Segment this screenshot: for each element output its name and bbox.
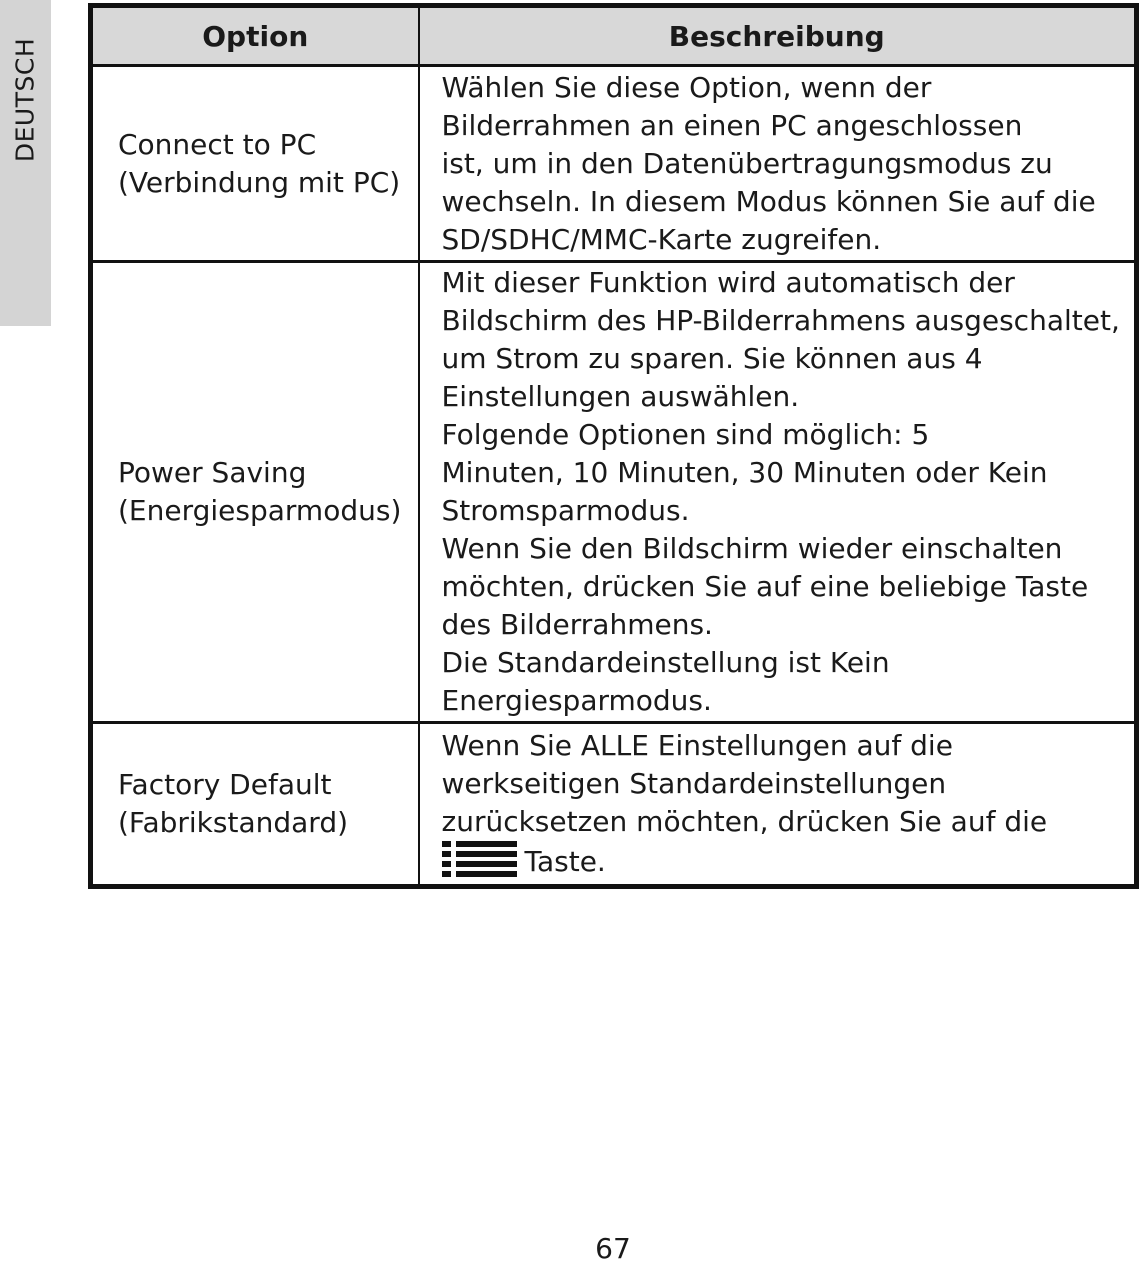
description-line: möchten, drücken Sie auf eine beliebige Taste [441,570,1089,603]
description-line: Bilderrahmen an einen PC angeschlossen [441,108,1023,142]
description-line: Wählen Sie diese Option, wenn der [441,70,932,104]
description-cell [419,262,1137,723]
table-row-connect-to-pc [91,66,1137,262]
table-row-power-saving [91,262,1137,723]
description-cell [419,723,1137,887]
option-name-translation: (Energiesparmodus) [118,494,402,527]
description-line: Mit dieser Funktion wird automatisch der [441,266,1015,299]
option-name: Connect to PC [118,127,317,161]
option-name: Power Saving [118,456,307,489]
page-number: 67 [595,1232,631,1265]
description-line: Energiesparmodus. [441,684,712,717]
description-line: des Bilderrahmens. [441,608,713,641]
description-line: Folgende Optionen sind möglich: 5 [441,418,930,451]
description-line-with-icon [442,841,1131,881]
description-line: werkseitigen Standardeinstellungen [441,767,947,800]
option-name-translation: (Fabrikstandard) [118,806,349,839]
options-table [88,3,1139,889]
description-line: wechseln. In diesem Modus können Sie auf die [441,184,1096,218]
option-cell [91,262,419,723]
description-line: Wenn Sie ALLE Einstellungen auf die [441,729,953,762]
after-icon-text: Taste. [524,845,606,878]
description-line: Minuten, 10 Minuten, 30 Minuten oder Kein [441,456,1048,489]
description-line: Bildschirm des HP-Bilderrahmens ausgeschaltet, [441,304,1120,337]
description-line: Stromsparmodus. [441,494,690,527]
header-option: Option [91,6,419,66]
description-line: Die Standardeinstellung ist Kein [441,646,890,679]
language-side-tab [0,0,51,326]
description-line: ist, um in den Datenübertragungsmodus zu [441,146,1053,180]
description-cell [419,66,1137,262]
description-line: um Strom zu sparen. Sie können aus 4 [441,342,983,375]
description-line: Wenn Sie den Bildschirm wieder einschalten [441,532,1063,565]
header-description: Beschreibung [419,6,1137,66]
option-cell [91,723,419,887]
table-header-row [91,6,1137,66]
description-line: zurücksetzen möchten, drücken Sie auf die [441,805,1048,838]
language-label: DEUTSCH [10,37,40,163]
table-row-factory-default [91,723,1137,887]
option-cell [91,66,419,262]
description-line: SD/SDHC/MMC-Karte zugreifen. [441,222,882,256]
description-line: Einstellungen auswählen. [441,380,800,413]
menu-list-icon [442,841,517,877]
option-name-translation: (Verbindung mit PC) [118,165,401,199]
option-name: Factory Default [118,768,332,801]
